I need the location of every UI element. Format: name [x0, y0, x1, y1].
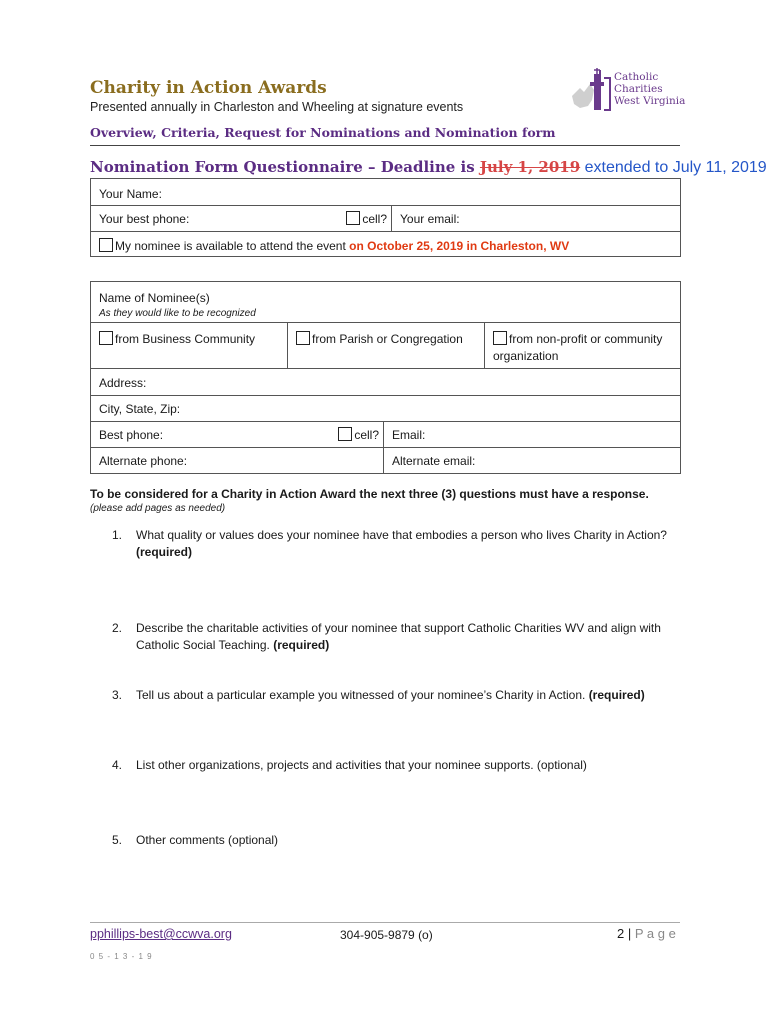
form-heading: [90, 158, 767, 177]
page-indicator: [617, 926, 676, 941]
required-tag: (required): [136, 545, 193, 559]
required-tag: (required): [588, 688, 645, 702]
your-name-field[interactable]: Your Name:: [91, 179, 681, 206]
extended-deadline: extended to July 11, 2019: [580, 159, 767, 176]
footer-email-link[interactable]: pphillips-best@ccwva.org: [90, 927, 232, 941]
nominee-cell-option[interactable]: cell?: [338, 427, 379, 442]
required-tag: (required): [273, 638, 330, 652]
footer-phone: 304-905-9879 (o): [340, 928, 433, 942]
parish-checkbox[interactable]: [296, 331, 310, 345]
city-state-zip-field[interactable]: City, State, Zip:: [91, 396, 681, 422]
logo-line-3: West Virginia: [614, 95, 686, 107]
nominee-cell-checkbox[interactable]: [338, 427, 352, 441]
old-deadline: July 1, 2019: [479, 158, 581, 176]
business-checkbox[interactable]: [99, 331, 113, 345]
question-text: Describe the charitable activities of your nominee that support Catholic Charities WV and align with Catholic Social Teaching.: [136, 621, 661, 652]
question-text: List other organizations, projects and activities that your nominee supports. (optional): [136, 758, 587, 772]
nominee-name-field[interactable]: [91, 282, 681, 323]
question-number: 1.: [112, 528, 123, 542]
attend-event-row: [91, 232, 681, 257]
nominee-contact-table: [90, 368, 681, 474]
overview-line: Overview, Criteria, Request for Nominations and Nomination form: [90, 125, 556, 140]
page-number: 2: [617, 926, 625, 941]
page-separator: |: [624, 926, 635, 941]
your-phone-field[interactable]: Your best phone: cell?: [91, 206, 392, 232]
attend-event-details: on October 25, 2019 in Charleston, WV: [349, 239, 570, 253]
footer-divider: [90, 922, 680, 923]
your-cell-option[interactable]: cell?: [346, 211, 387, 226]
nominee-name-hint: As they would like to be recognized: [99, 308, 256, 319]
logo-line-2: Charities: [614, 83, 663, 95]
nonprofit-checkbox[interactable]: [493, 331, 507, 345]
document-subtitle: Presented annually in Charleston and Wheeling at signature events: [90, 100, 464, 114]
footer-date-code: 0 5 - 1 3 - 1 9: [90, 952, 153, 961]
instructions-note: (please add pages as needed): [90, 503, 226, 514]
question-text: What quality or values does your nominee have that embodies a person who lives Charity in Action?: [136, 528, 667, 542]
page-word: P a g e: [634, 926, 676, 941]
your-email-field[interactable]: Your email:: [392, 206, 681, 232]
nominee-alt-phone-field[interactable]: Alternate phone:: [91, 448, 384, 474]
document-title: Charity in Action Awards: [90, 78, 327, 98]
attend-checkbox[interactable]: [99, 238, 113, 252]
nominee-table: [90, 281, 681, 369]
question-text: Other comments (optional): [136, 833, 279, 847]
nominator-table: [90, 178, 681, 257]
category-business[interactable]: from Business Community: [91, 323, 288, 369]
question-number: 5.: [112, 833, 123, 847]
category-parish[interactable]: from Parish or Congregation: [288, 323, 485, 369]
question-number: 4.: [112, 758, 123, 772]
logo-graphic: [570, 66, 700, 118]
category-nonprofit[interactable]: from non-profit or community organization: [485, 323, 681, 369]
instructions-main: To be considered for a Charity in Action Award the next three (3) questions must have a response.: [90, 487, 649, 501]
nominee-alt-email-field[interactable]: Alternate email:: [384, 448, 681, 474]
address-field[interactable]: Address:: [91, 369, 681, 396]
logo-line-1: Catholic: [614, 71, 659, 83]
nominee-email-field[interactable]: Email:: [384, 422, 681, 448]
question-text: Tell us about a particular example you witnessed of your nominee’s Charity in Action.: [136, 688, 589, 702]
question-number: 2.: [112, 621, 123, 635]
nominee-name-label: Name of Nominee(s): [99, 291, 210, 305]
heading-prefix: Nomination Form Questionnaire – Deadline is: [90, 158, 480, 176]
header-divider: [90, 145, 680, 146]
catholic-charities-logo: [570, 66, 700, 118]
attend-label: My nominee is available to attend the event: [115, 239, 350, 253]
nominee-best-phone-field[interactable]: Best phone: cell?: [91, 422, 384, 448]
question-number: 3.: [112, 688, 123, 702]
your-cell-checkbox[interactable]: [346, 211, 360, 225]
